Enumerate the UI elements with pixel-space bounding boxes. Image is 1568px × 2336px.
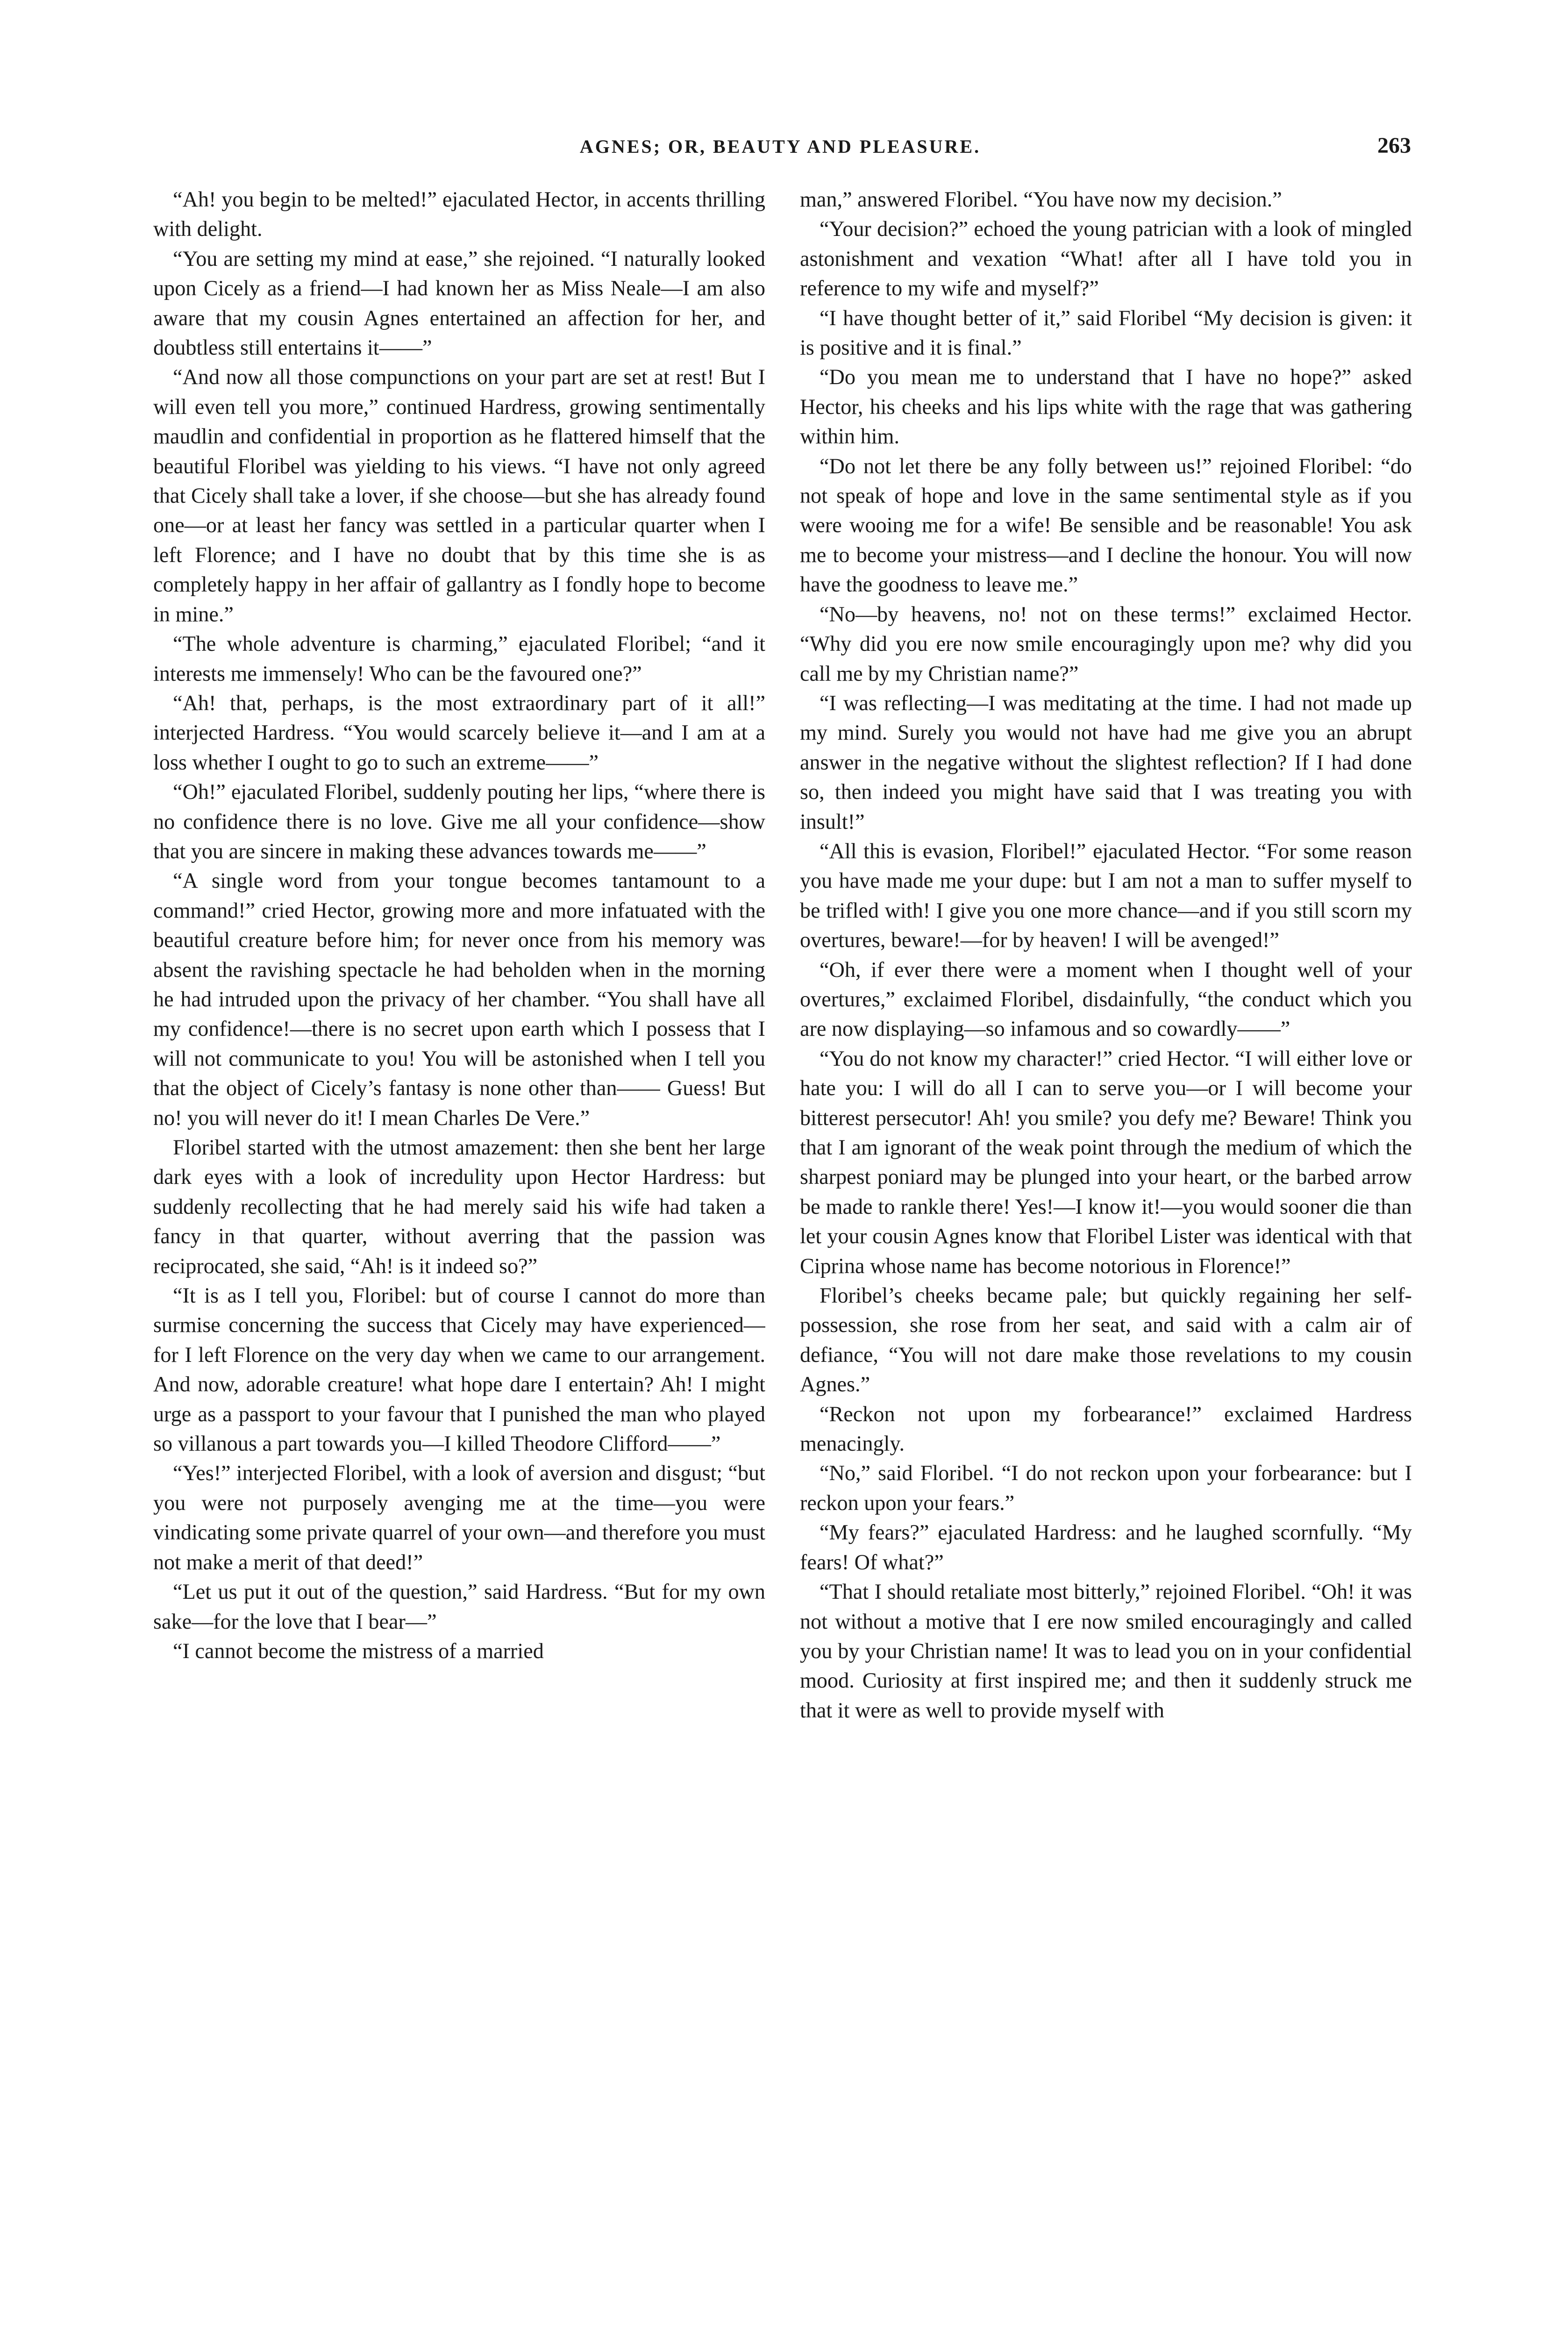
paragraph: “You do not know my character!” cried Hector. “I will either love or hate you: I will do all I can to serve you—or I will become your bitterest persecutor! Ah! you smile? you defy me? Beware! Think you that I am ignorant of the weak point through the medium of which the sharpest poniard may be plunged into your heart, or the barbed arrow be made to rankle there! Yes!—I know it!—you would sooner die than let your cousin Agnes know that Floribel Lister was identical with that Ciprina whose name has become notorious in Florence!” xyxy=(800,1046,1412,1278)
paragraph-continued: man,” answered Floribel. “You have now my decision.” xyxy=(800,187,1282,211)
paragraph: “Let us put it out of the question,” said Hardress. “But for my own sake—for the love that I bear—” xyxy=(153,1580,765,1633)
paragraph: “I cannot become the mistress of a married xyxy=(173,1638,544,1663)
paragraph: “Yes!” interjected Floribel, with a look of aversion and disgust; “but you were not purposely avenging me at the time—you were vindicating some private quarrel of your own—and therefore you must not make a merit of that deed!” xyxy=(153,1461,765,1574)
page-header xyxy=(150,135,1411,164)
paragraph: “A single word from your tongue becomes tantamount to a command!” cried Hector, growing more and more infatuated with the beautiful creature before him; for never once from his memory was absent the ravishing spectacle he had beholden when in the morning he had intruded upon the privacy of her chamber. “You shall have all my confidence!—there is no secret upon earth which I possess that I will not communicate to you! You will be astonished when I tell you that the object of Cicely’s fantasy is none other than—— Guess! But no! you will never do it! I mean Charles De Vere.” xyxy=(153,869,765,1130)
paragraph: “Do you mean me to understand that I have no hope?” asked Hector, his cheeks and his lips white with the rage that was gathering within him. xyxy=(800,365,1412,449)
paragraph: “Ah! that, perhaps, is the most extraordinary part of it all!” interjected Hardress. “You would scarcely believe it—and I am at a loss whether I ought to go to such an extreme——” xyxy=(153,691,765,774)
paragraph: “The whole adventure is charming,” ejaculated Floribel; “and it interests me immensely! Who can be the favoured one?” xyxy=(153,632,765,685)
paragraph: “That I should retaliate most bitterly,” rejoined Floribel. “Oh! it was not without a motive that I ere now smiled encouragingly and called you by your Christian name! It was to lead you on in your confidential mood. Curiosity at first inspired me; and then it suddenly struck me that it were as well to provide myself with xyxy=(800,1580,1412,1722)
paragraph: Floribel’s cheeks became pale; but quickly regaining her self-possession, she rose from her seat, and said with a calm air of defiance, “You will not dare make those revelations to my cousin Agnes.” xyxy=(800,1283,1412,1396)
paragraph: “All this is evasion, Floribel!” ejaculated Hector. “For some reason you have made me your dupe: but I am not a man to suffer myself to be trifled with! I give you one more chance—and if you still scorn my overtures, beware!—for by heaven! I will be avenged!” xyxy=(800,839,1412,952)
paragraph: “No—by heavens, no! not on these terms!” exclaimed Hector. “Why did you ere now smile encouragingly upon me? why did you call me by my Christian name?” xyxy=(800,602,1412,685)
paragraph: “You are setting my mind at ease,” she rejoined. “I naturally looked upon Cicely as a friend—I had known her as Miss Neale—I am also aware that my cousin Agnes entertained an affection for her, and doubtless still entertains it——” xyxy=(153,246,765,360)
paragraph: “Your decision?” echoed the young patrician with a look of mingled astonishment and vexation “What! after all I have told you in reference to my wife and myself?” xyxy=(800,217,1412,300)
paragraph: “Oh, if ever there were a moment when I thought well of your overtures,” exclaimed Floribel, disdainfully, “the conduct which you are now displaying—so infamous and so cowardly——” xyxy=(800,957,1412,1041)
paragraph: “Oh!” ejaculated Floribel, suddenly pouting her lips, “where there is no confidence there is no love. Give me all your confidence—show that you are sincere in making these advances towards me——” xyxy=(153,780,765,863)
page-number: 263 xyxy=(1377,133,1411,158)
paragraph: “And now all those compunctions on your part are set at rest! But I will even tell you more,” continued Hardress, growing sentimentally maudlin and confidential in proportion as he flattered himself that the beautiful Floribel was yielding to his views. “I have not only agreed that Cicely shall take a lover, if she choose—but she has already found one—or at least her fancy was settled in a particular quarter when I left Florence; and I have no doubt that by this time she is as completely happy in her affair of gallantry as I fondly hope to become in mine.” xyxy=(153,365,765,626)
running-title: AGNES; OR, BEAUTY AND PLEASURE. xyxy=(579,136,981,157)
paragraph: “I have thought better of it,” said Floribel “My decision is given: it is positive and it is final.” xyxy=(800,306,1412,360)
left-column xyxy=(153,185,765,2336)
paragraph: “Ah! you begin to be melted!” ejaculated Hector, in accents thrilling with delight. xyxy=(153,187,765,241)
paragraph: “Reckon not upon my forbearance!” exclaimed Hardress menacingly. xyxy=(800,1402,1412,1456)
paragraph: “No,” said Floribel. “I do not reckon upon your forbearance: but I reckon upon your fears.” xyxy=(800,1461,1412,1515)
paragraph: “It is as I tell you, Floribel: but of course I cannot do more than surmise concerning the success that Cicely may have experienced—for I left Florence on the very day when we came to our arrangement. And now, adorable creature! what hope dare I entertain? Ah! I might urge as a passport to your favour that I punished the man who played so villanous a part towards you—I killed Theodore Clifford——” xyxy=(153,1283,765,1456)
paragraph: “Do not let there be any folly between us!” rejoined Floribel: “do not speak of hope and love in the same sentimental style as if you were wooing me for a wife! Be sensible and be reasonable! You ask me to become your mistress—and I decline the honour. You will now have the goodness to leave me.” xyxy=(800,454,1412,597)
right-column xyxy=(800,185,1412,2336)
paragraph: “My fears?” ejaculated Hardress: and he laughed scornfully. “My fears! Of what?” xyxy=(800,1520,1412,1574)
paragraph: Floribel started with the utmost amazement: then she bent her large dark eyes with a look of incredulity upon Hector Hardress: but suddenly recollecting that he had merely said his wife had taken a fancy in that quarter, without averring that the passion was reciprocated, she said, “Ah! is it indeed so?” xyxy=(153,1135,765,1278)
paragraph: “I was reflecting—I was meditating at the time. I had not made up my mind. Surely you would not have had me give you an abrupt answer in the negative without the slightest reflection? If I had done so, then indeed you might have said that I was treating you with insult!” xyxy=(800,691,1412,833)
